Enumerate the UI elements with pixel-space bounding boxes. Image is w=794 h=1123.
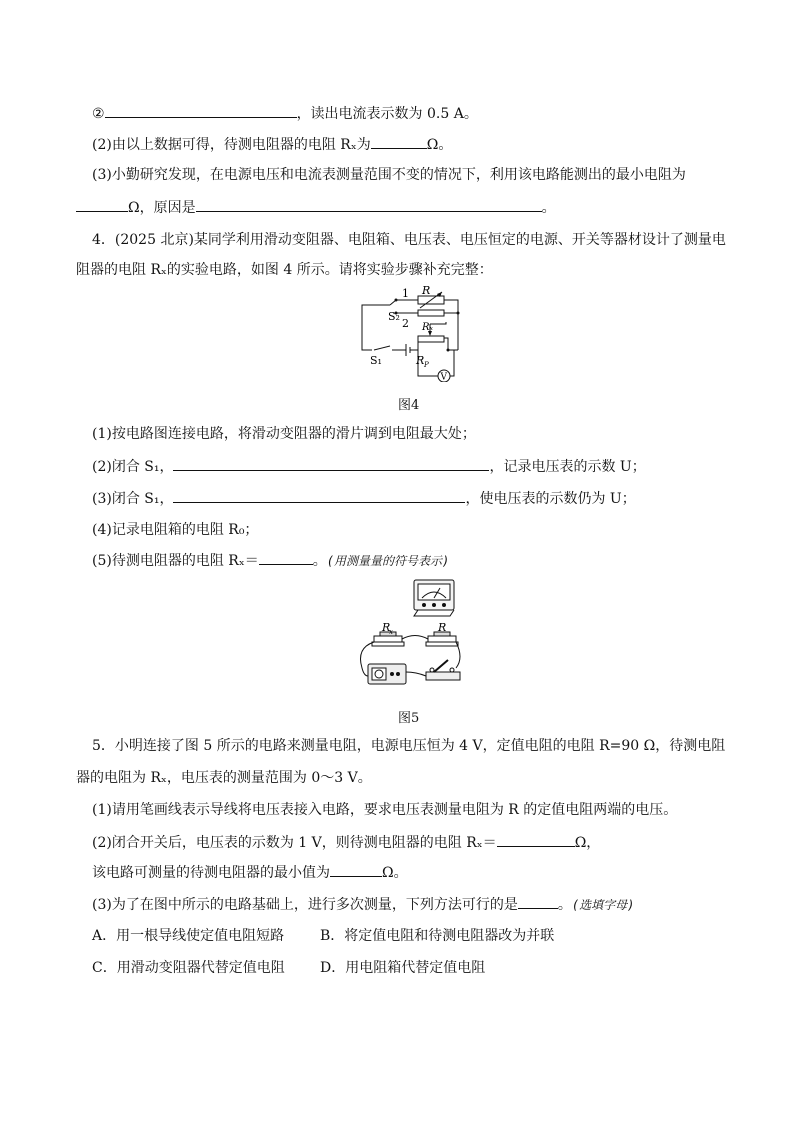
fig4-label-1: 1 (402, 287, 409, 300)
q5-part3-blank[interactable] (518, 894, 558, 909)
q5-part3: (3)为了在图中所示的电路基础上，进行多次测量，下列方法可行的是 。(选填字母) (92, 894, 634, 915)
q3-part3-line1: (3)小勤研究发现，在电源电压和电流表测量范围不变的情况下，利用该电路能测出的最小电阻为 (92, 167, 686, 183)
fig5-label-r: R (438, 621, 447, 634)
q4-step1: (1)按电路图连接电路，将滑动变阻器的滑片调到电阻最大处； (92, 426, 476, 442)
fig4-label-rx: Rₓ (422, 322, 434, 333)
figure-4-caption: 图4 (398, 398, 420, 413)
q5-option-a[interactable]: A．用一根导线使定值电阻短路 (92, 928, 285, 944)
q3-item2-blank[interactable] (105, 103, 297, 118)
q3-item2: ② ，读出电流表示数为 0.5 A。 (92, 103, 478, 124)
q5-part1: (1)请用笔画线表示导线将电压表接入电路，要求电压表测量电阻为 R 的定值电阻两端的电压。 (92, 802, 678, 818)
q4-step3-blank[interactable] (173, 488, 465, 503)
q4-step4: (4)记录电阻箱的电阻 R₀； (92, 522, 259, 538)
q3-part3-line2: Ω，原因是 。 (76, 197, 556, 218)
fig4-label-rp-sub: P (424, 361, 429, 369)
q4-step3: (3)闭合 S₁， ，使电压表的示数仍为 U； (92, 488, 636, 509)
q5-option-d[interactable]: D．用电阻箱代替定值电阻 (320, 960, 486, 976)
voltmeter-icon (414, 580, 454, 616)
figure-4-circuit (352, 286, 464, 382)
q4-step5-blank[interactable] (259, 550, 313, 565)
fig5-label-rx: R (382, 621, 391, 634)
q4-stem-line1: 4．(2025 北京)某同学利用滑动变阻器、电阻箱、电压表、电压恒定的电源、开关等器材设计了测量电 (92, 232, 726, 248)
q5-stem-line1: 5．小明连接了图 5 所示的电路来测量电阻，电源电压恒为 4 V，定值电阻的电阻 R=90 Ω，待测电阻 (92, 738, 726, 754)
switch-icon (426, 660, 460, 680)
q5-part2: (2)闭合开关后，电压表的示数为 1 V，则待测电阻器的电阻 Rₓ＝ Ω， (92, 832, 600, 853)
fig4-label-2: 2 (402, 317, 409, 330)
fig4-label-rp: R (416, 354, 425, 367)
fig4-voltmeter-label: V (440, 372, 447, 382)
battery-box-icon (368, 664, 406, 684)
q4-step2-blank[interactable] (173, 456, 489, 471)
q3-part3-reason-blank[interactable] (196, 197, 542, 212)
q5-stem-line2: 器的电阻为 Rₓ，电压表的测量范围为 0～3 V。 (76, 770, 372, 786)
q3-part2-blank[interactable] (371, 134, 427, 149)
fig4-label-s1: S₁ (370, 354, 382, 367)
q5-part2-line2: 该电路可测量的待测电阻器的最小值为 Ω。 (92, 862, 408, 883)
figure-5-apparatus (352, 576, 464, 694)
resistor-r-icon (426, 632, 458, 646)
q5-option-c[interactable]: C．用滑动变阻器代替定值电阻 (92, 960, 285, 976)
q4-stem-line2: 阻器的电阻 Rₓ的实验电路，如图 4 所示。请将实验步骤补充完整： (76, 262, 493, 278)
q5-option-b[interactable]: B．将定值电阻和待测电阻器改为并联 (320, 928, 555, 944)
fig4-label-r: R (422, 286, 431, 297)
q4-step5: (5)待测电阻器的电阻 Rₓ＝ 。(用测量量的符号表示) (92, 550, 449, 571)
q3-part2: (2)由以上数据可得，待测电阻器的电阻 Rₓ为 Ω。 (92, 134, 452, 155)
q5-part2-rx-blank[interactable] (497, 832, 575, 847)
resistor-rx-icon (372, 632, 404, 646)
figure-5-caption: 图5 (398, 711, 420, 726)
fig5-label-rx-sub: x (389, 628, 393, 636)
fig4-label-s2: S₂ (388, 310, 400, 323)
q3-part3-min-blank[interactable] (76, 197, 128, 212)
q4-step2: (2)闭合 S₁， ，记录电压表的示数 U； (92, 456, 646, 477)
q5-part2-min-blank[interactable] (330, 862, 382, 877)
